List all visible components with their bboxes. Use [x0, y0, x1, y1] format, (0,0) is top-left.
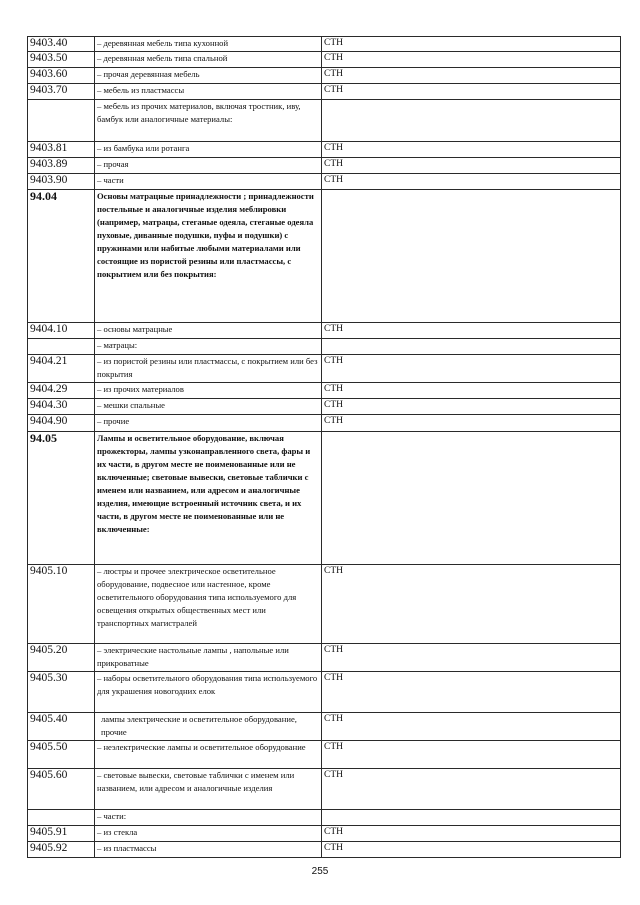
- duty-rate: СТН: [322, 383, 621, 399]
- duty-rate: СТН: [322, 826, 621, 842]
- hs-code: 9403.40: [28, 37, 95, 52]
- hs-code: 9405.91: [28, 826, 95, 842]
- hs-code: 9404.30: [28, 399, 95, 415]
- duty-rate: [322, 810, 621, 826]
- description: – прочая: [95, 158, 322, 174]
- duty-rate: СТН: [322, 323, 621, 339]
- hs-code: [28, 810, 95, 826]
- heading-description: Лампы и осветительное оборудование, включая прожекторы, лампы узконаправленного света, фары и их части, в другом месте не поименованные или не включенные; световые вывески, световые таблички с именем или названием, или адресом и аналогичные изделия, имеющие встроенный источник света, и их части, в другом месте не поименованные или не включенные:: [95, 432, 322, 565]
- table-row: [28, 52, 621, 68]
- description: – прочая деревянная мебель: [95, 68, 322, 84]
- hs-code: 9405.20: [28, 644, 95, 672]
- description: лампы электрические и осветительное оборудование, прочие: [95, 713, 322, 741]
- hs-code: 9404.29: [28, 383, 95, 399]
- duty-rate: СТН: [322, 68, 621, 84]
- table-row: [28, 842, 621, 858]
- table-row: [28, 565, 621, 644]
- duty-rate: СТН: [322, 415, 621, 432]
- table-row: [28, 158, 621, 174]
- table-row: [28, 741, 621, 769]
- duty-rate: СТН: [322, 37, 621, 52]
- duty-rate: [322, 339, 621, 355]
- duty-rate: СТН: [322, 84, 621, 100]
- description: – мешки спальные: [95, 399, 322, 415]
- duty-rate: СТН: [322, 52, 621, 68]
- hs-code: 9405.40: [28, 713, 95, 741]
- description: – мебель из прочих материалов, включая тростник, иву, бамбук или аналогичные материалы:: [95, 100, 322, 142]
- table-row: [28, 713, 621, 741]
- hs-code: [28, 339, 95, 355]
- table-row: [28, 383, 621, 399]
- hs-heading-code: 94.04: [28, 190, 95, 323]
- description: – части: [95, 174, 322, 190]
- duty-rate: СТН: [322, 142, 621, 158]
- hs-code: 9403.50: [28, 52, 95, 68]
- hs-code: 9403.89: [28, 158, 95, 174]
- description: – электрические настольные лампы , напольные или прикроватные: [95, 644, 322, 672]
- duty-rate: СТН: [322, 355, 621, 383]
- hs-code: [28, 100, 95, 142]
- heading-row: [28, 432, 621, 565]
- hs-code: 9405.30: [28, 672, 95, 713]
- duty-rate: СТН: [322, 741, 621, 769]
- table-row: [28, 355, 621, 383]
- duty-rate: СТН: [322, 158, 621, 174]
- description: – из пористой резины или пластмассы, с покрытием или без покрытия: [95, 355, 322, 383]
- table-row: [28, 174, 621, 190]
- table-row: [28, 100, 621, 142]
- table-row: [28, 415, 621, 432]
- description: – неэлектрические лампы и осветительное оборудование: [95, 741, 322, 769]
- hs-code: 9405.50: [28, 741, 95, 769]
- table-row: [28, 644, 621, 672]
- table-row: [28, 142, 621, 158]
- table-row: [28, 339, 621, 355]
- description: – из пластмассы: [95, 842, 322, 858]
- table-row: [28, 826, 621, 842]
- duty-rate: СТН: [322, 769, 621, 810]
- hs-code: 9403.90: [28, 174, 95, 190]
- hs-code: 9403.81: [28, 142, 95, 158]
- duty-rate: СТН: [322, 565, 621, 644]
- description: – световые вывески, световые таблички с именем или названием, или адресом и аналогичные изделия: [95, 769, 322, 810]
- hs-heading-code: 94.05: [28, 432, 95, 565]
- table-row: [28, 399, 621, 415]
- description: – части:: [95, 810, 322, 826]
- hs-code: 9405.92: [28, 842, 95, 858]
- duty-rate: СТН: [322, 842, 621, 858]
- duty-rate: [322, 190, 621, 323]
- duty-rate: СТН: [322, 399, 621, 415]
- table-row: [28, 672, 621, 713]
- description: – деревянная мебель типа кухонной: [95, 37, 322, 52]
- hs-code: 9404.90: [28, 415, 95, 432]
- table-row: [28, 84, 621, 100]
- description: – матрацы:: [95, 339, 322, 355]
- table-row: [28, 323, 621, 339]
- description: – мебель из пластмассы: [95, 84, 322, 100]
- duty-rate: СТН: [322, 174, 621, 190]
- hs-code: 9404.10: [28, 323, 95, 339]
- page-number: 255: [311, 866, 329, 877]
- table-row: [28, 37, 621, 52]
- description: – прочие: [95, 415, 322, 432]
- description: – деревянная мебель типа спальной: [95, 52, 322, 68]
- table-row: [28, 769, 621, 810]
- duty-rate: СТН: [322, 672, 621, 713]
- description: – основы матрацные: [95, 323, 322, 339]
- hs-code: 9405.60: [28, 769, 95, 810]
- duty-rate: СТН: [322, 713, 621, 741]
- heading-description: Основы матрацные принадлежности ; принадлежности постельные и аналогичные изделия меблировки (например, матрацы, стеганые одеяла, стеганые одеяла пуховые, диванные подушки, пуфы и подушки) с пружинами или набитые любыми материалами или состоящие из пористой резины или пластмассы, с покрытием или без покрытия:: [95, 190, 322, 323]
- description: – наборы осветительного оборудования типа используемого для украшения новогодних елок: [95, 672, 322, 713]
- hs-code: 9404.21: [28, 355, 95, 383]
- tariff-table: [27, 36, 621, 858]
- duty-rate: [322, 432, 621, 565]
- description: – из прочих материалов: [95, 383, 322, 399]
- description: – из бамбука или ротанга: [95, 142, 322, 158]
- hs-code: 9405.10: [28, 565, 95, 644]
- description: – люстры и прочее электрическое осветительное оборудование, подвесное или настенное, кроме осветительного оборудования типа используемого для освещения открытых общественных мест или транспортных магистралей: [95, 565, 322, 644]
- heading-row: [28, 190, 621, 323]
- hs-code: 9403.60: [28, 68, 95, 84]
- hs-code: 9403.70: [28, 84, 95, 100]
- description: – из стекла: [95, 826, 322, 842]
- table-row: [28, 68, 621, 84]
- duty-rate: СТН: [322, 644, 621, 672]
- duty-rate: [322, 100, 621, 142]
- table-row: [28, 810, 621, 826]
